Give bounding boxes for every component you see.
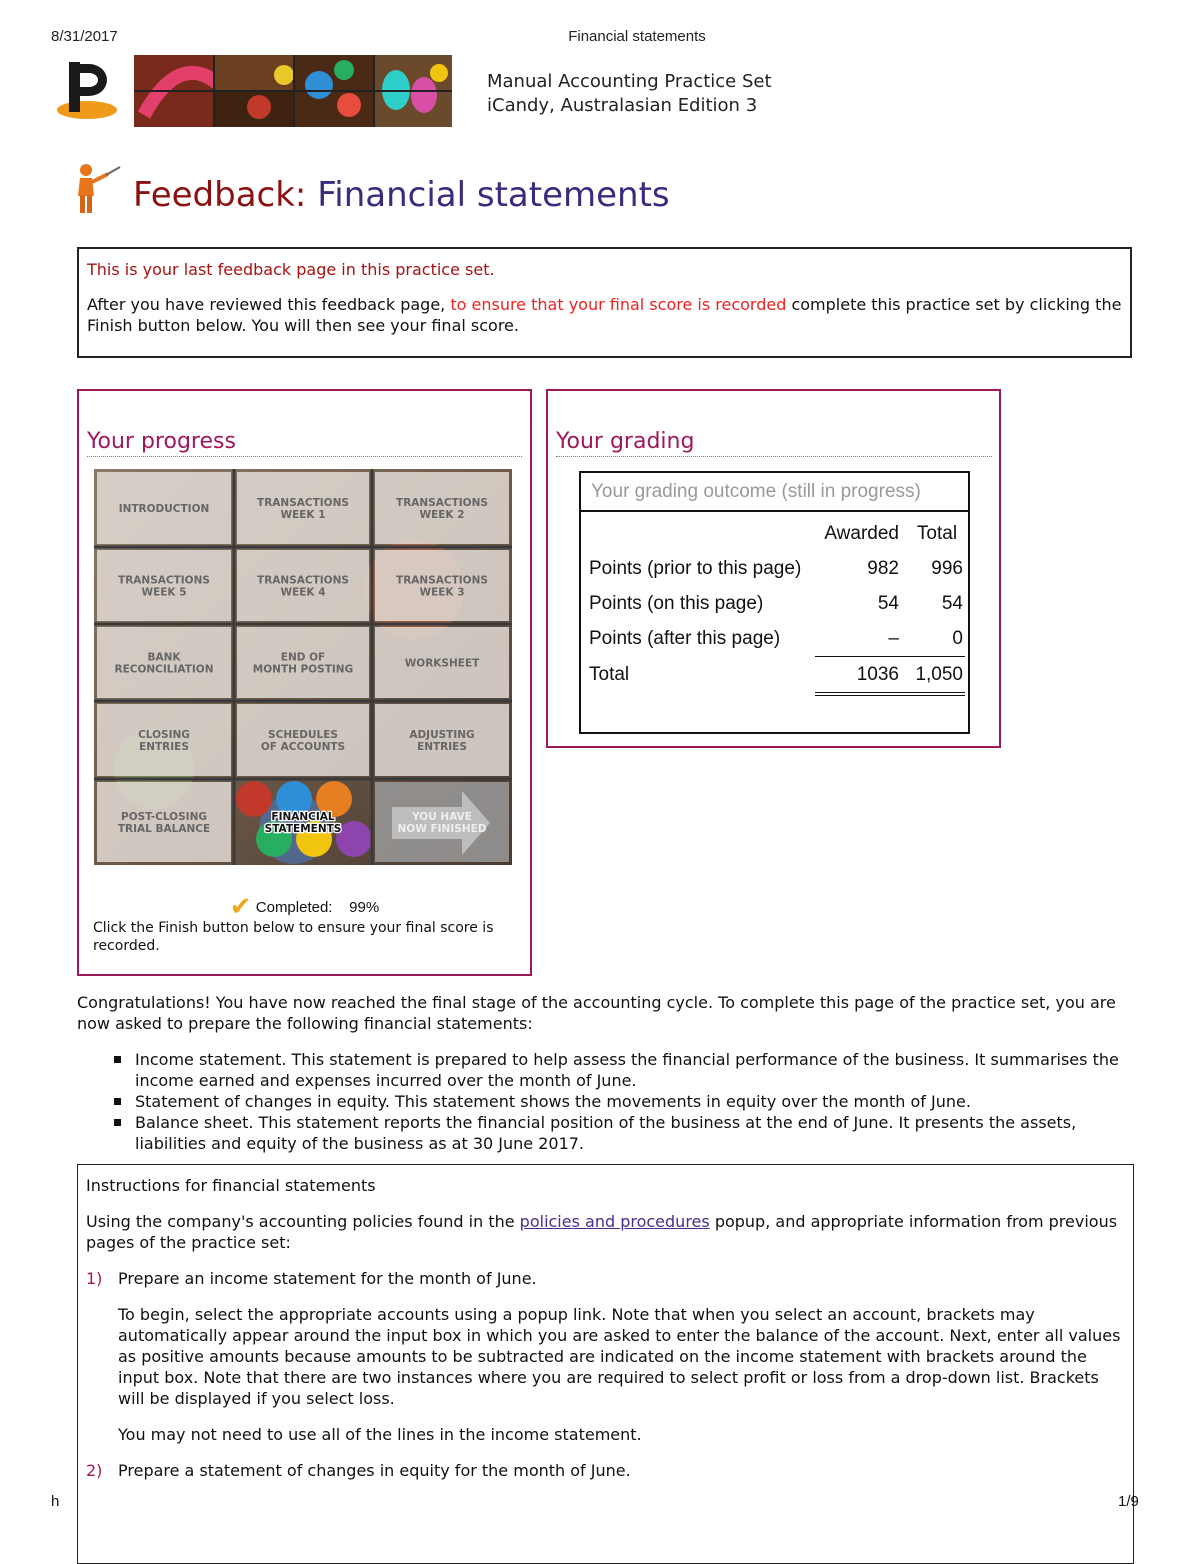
row-total: 0 — [952, 627, 963, 649]
puzzle-tile-label: CLOSING — [138, 729, 190, 741]
grading-panel — [546, 389, 1001, 748]
row-awarded: 982 — [867, 557, 899, 579]
page-title — [133, 175, 670, 215]
puzzle-tile-label: YOU HAVE — [412, 811, 472, 823]
title-label: Feedback: — [133, 175, 307, 215]
grading-outcome-box — [579, 471, 970, 734]
instructions-box — [77, 1164, 1134, 1564]
presenter-figure-icon — [68, 162, 122, 216]
step-text: Prepare an income statement for the month of June. — [118, 1269, 537, 1288]
grading-row — [587, 621, 965, 657]
last-page-message: This is your last feedback page in this practice set. — [87, 260, 495, 279]
grading-total-row — [587, 657, 965, 695]
print-date: 8/31/2017 — [51, 28, 118, 45]
total-total: 1,050 — [909, 657, 965, 695]
row-label: Points (prior to this page) — [589, 557, 802, 579]
puzzle-tile-label: POST-CLOSING — [121, 811, 207, 823]
puzzle-tile-label: STATEMENTS — [264, 823, 342, 835]
list-item: Statement of changes in equity. This statement shows the movements in equity over the month of June. — [135, 1091, 1127, 1112]
print-title: Financial statements — [568, 28, 706, 45]
footer-url: h — [51, 1493, 60, 1510]
step-text: Prepare a statement of changes in equity for the month of June. — [118, 1461, 631, 1480]
instruction-step — [86, 1460, 1125, 1481]
product-edition: iCandy, Australasian Edition 3 — [487, 95, 758, 116]
puzzle-tile-label: NOW FINISHED — [397, 823, 487, 835]
statement-list — [77, 1049, 1127, 1154]
congratulations-text: Congratulations! You have now reached the final stage of the accounting cycle. To complete this page of the practice set, you are now asked to prepare the following financial statements: — [77, 993, 1116, 1033]
notice-text-before: After you have reviewed this feedback page, — [87, 295, 446, 314]
puzzle-tile-label: WEEK 3 — [419, 586, 465, 599]
total-header: Total — [916, 522, 958, 544]
checkmark-icon: ✔ — [229, 891, 252, 921]
puzzle-tile-label: WEEK 4 — [280, 586, 326, 599]
grading-table — [587, 516, 965, 696]
intro-after: popup, and appropriate information from previous pages of the practice set: — [86, 1212, 1118, 1252]
puzzle-tile-label: FINANCIAL — [271, 811, 335, 823]
title-name: Financial statements — [317, 175, 670, 215]
candy-decoration — [236, 781, 272, 817]
puzzle-tile-label: TRANSACTIONS — [118, 574, 210, 587]
step-number: 1) — [86, 1269, 103, 1288]
list-item: Balance sheet. This statement reports the financial position of the business at the end of June. It presents the assets, liabilities and equity of the business as at 30 June 2017. — [135, 1112, 1127, 1154]
total-awarded: 1036 — [815, 657, 909, 695]
puzzle-tile-label: INTRODUCTION — [118, 503, 210, 515]
row-total: 54 — [941, 592, 963, 614]
policies-link[interactable]: policies and procedures — [519, 1212, 710, 1231]
intro-before: Using the company's accounting policies found in the — [86, 1212, 515, 1231]
progress-heading: Your progress — [87, 429, 522, 457]
puzzle-tile-label: TRANSACTIONS — [257, 497, 349, 509]
completed-value: 99% — [349, 899, 380, 916]
puzzle-tile-label: WEEK 1 — [280, 509, 326, 521]
puzzle-tile-label: TRANSACTIONS — [257, 574, 349, 587]
instructions-title: Instructions for financial statements — [86, 1176, 376, 1195]
puzzle-tile-label: WEEK 5 — [141, 586, 187, 599]
puzzle-tile-label: TRANSACTIONS — [396, 497, 488, 509]
row-awarded: 54 — [877, 592, 899, 614]
puzzle-tile-label: ENTRIES — [139, 741, 189, 753]
candy-decoration — [336, 821, 372, 857]
product-name: Manual Accounting Practice Set — [487, 71, 772, 92]
puzzle-tile-label: ADJUSTING — [409, 729, 475, 741]
product-title — [487, 70, 772, 118]
awarded-header: Awarded — [824, 522, 899, 544]
grading-row — [587, 551, 965, 586]
puzzle-tile-label: RECONCILIATION — [114, 663, 214, 676]
puzzle-tile-label: TRIAL BALANCE — [117, 823, 211, 835]
row-label: Points (after this page) — [589, 627, 781, 649]
grading-heading: Your grading — [556, 429, 992, 457]
puzzle-tile-label: OF ACCOUNTS — [260, 741, 346, 753]
row-total: 996 — [931, 557, 963, 579]
progress-puzzle — [94, 469, 512, 865]
puzzle-tile-label: BANK — [147, 651, 181, 664]
row-label: Points (on this page) — [589, 592, 764, 614]
notice-text-after: complete this practice set by clicking the Finish button below. You will then see your final score. — [87, 295, 1122, 335]
candy-puzzle-banner — [134, 55, 452, 127]
puzzle-tile-label: ENTRIES — [417, 741, 467, 753]
pearson-logo — [57, 58, 129, 120]
list-item: Income statement. This statement is prepared to help assess the financial performance of the business. It summarises the income earned and expenses incurred over the month of June. — [135, 1049, 1127, 1091]
finish-note: Click the Finish button below to ensure your final score is recorded. — [93, 920, 494, 954]
step-number: 2) — [86, 1461, 103, 1480]
last-page-notice — [77, 247, 1132, 358]
grading-row — [587, 586, 965, 621]
instruction-step — [86, 1268, 1125, 1445]
step-detail: To begin, select the appropriate accounts using a popup link. Note that when you select an account, brackets may automatically appear around the input box in which you are asked to enter the balance of the account. Next, enter all values as positive amounts because amounts to be subtracted are indicated on the income statement with brackets around the input box. Note that there are two instances where you are required to select profit or loss from a drop-down list. Brackets will be displayed if you select loss. — [118, 1305, 1121, 1408]
completed-label: Completed: — [255, 899, 333, 916]
puzzle-tile-label: END OF — [280, 651, 326, 664]
total-label: Total — [589, 664, 630, 686]
grading-outcome-title: Your grading outcome (still in progress) — [581, 473, 968, 512]
finish-instruction — [87, 294, 1122, 336]
grading-header-row — [587, 516, 965, 551]
completion-status — [79, 891, 530, 922]
notice-highlight: to ensure that your final score is recorded — [450, 295, 787, 314]
puzzle-tile-label: WORKSHEET — [404, 657, 480, 670]
puzzle-tile-label: TRANSACTIONS — [396, 574, 488, 587]
row-awarded: – — [888, 627, 899, 649]
puzzle-tile-label: WEEK 2 — [419, 509, 465, 521]
puzzle-tile-label: MONTH POSTING — [252, 663, 354, 676]
step-detail: You may not need to use all of the lines in the income statement. — [118, 1425, 642, 1444]
page-number: 1/9 — [1118, 1493, 1139, 1510]
puzzle-tile-label: SCHEDULES — [268, 729, 338, 741]
instructions-intro — [86, 1211, 1125, 1253]
